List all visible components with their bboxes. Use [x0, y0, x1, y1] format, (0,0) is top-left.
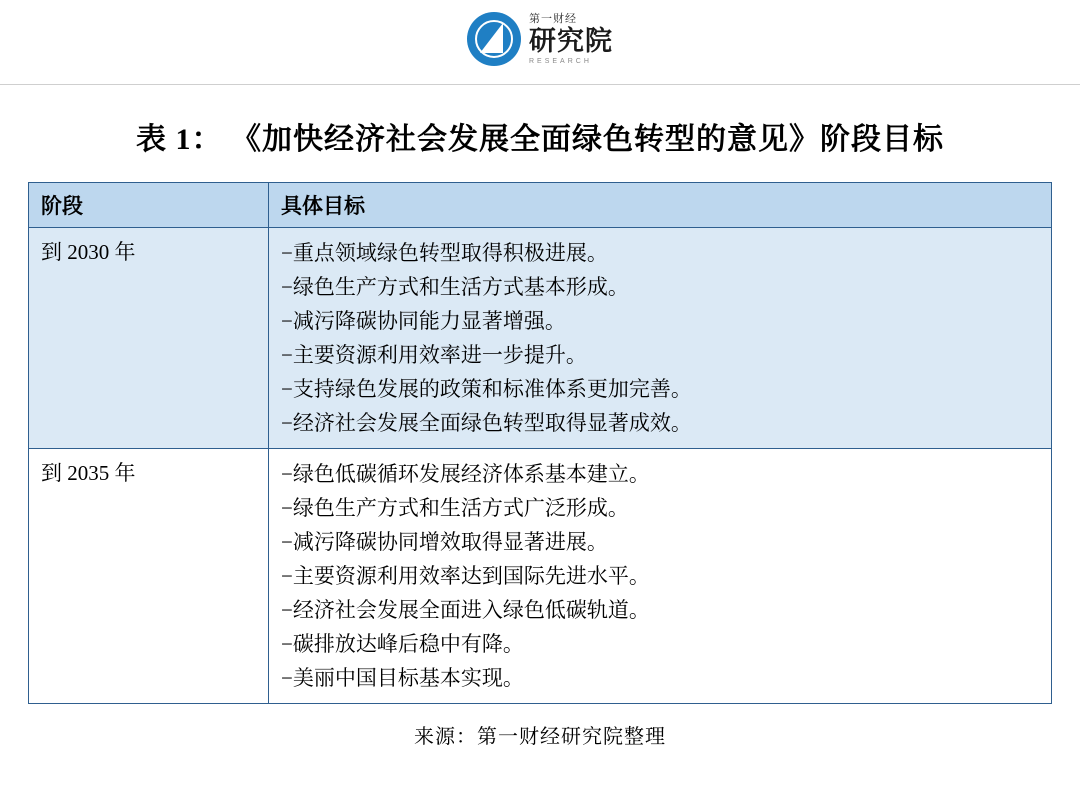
column-header-goals: 具体目标	[269, 183, 1052, 228]
cell-stage: 到 2030 年	[29, 228, 269, 449]
cell-stage: 到 2035 年	[29, 449, 269, 704]
goal-item: −主要资源利用效率进一步提升。	[281, 343, 587, 368]
goal-item: −减污降碳协同能力显著增强。	[281, 309, 566, 334]
brand-logo-text	[529, 14, 613, 65]
table-row	[29, 228, 1052, 449]
table-row	[29, 449, 1052, 704]
goal-item: −绿色低碳循环发展经济体系基本建立。	[281, 462, 650, 487]
source-note: 来源：第一财经研究院整理	[414, 726, 666, 749]
stage-goals-table	[28, 182, 1052, 704]
cell-goals	[269, 449, 1052, 704]
table-container	[28, 182, 1052, 704]
brand-top-text: 第一财经	[529, 12, 577, 25]
goal-item: −主要资源利用效率达到国际先进水平。	[281, 564, 650, 589]
table-header-row	[29, 183, 1052, 228]
column-header-stage: 阶段	[29, 183, 269, 228]
brand-main-text: 研究院	[529, 25, 613, 56]
brand-sub-text: RESEARCH	[529, 57, 592, 65]
goal-item: −经济社会发展全面进入绿色低碳轨道。	[281, 598, 650, 623]
header-divider	[0, 84, 1080, 85]
goal-item: −绿色生产方式和生活方式广泛形成。	[281, 496, 629, 521]
goal-item: −绿色生产方式和生活方式基本形成。	[281, 275, 629, 300]
goal-item: −经济社会发展全面绿色转型取得显著成效。	[281, 411, 692, 436]
goal-item: −减污降碳协同增效取得显著进展。	[281, 530, 608, 555]
page-header	[0, 0, 1080, 78]
goal-item: −碳排放达峰后稳中有降。	[281, 632, 524, 657]
brand-logo	[467, 12, 613, 66]
goal-item: −重点领域绿色转型取得积极进展。	[281, 241, 608, 265]
page-title: 表 1： 《加快经济社会发展全面绿色转型的意见》阶段目标	[136, 123, 944, 156]
cell-goals	[269, 228, 1052, 449]
goal-item: −支持绿色发展的政策和标准体系更加完善。	[281, 377, 692, 402]
yicai-research-logo-icon	[467, 12, 521, 66]
goal-item: −美丽中国目标基本实现。	[281, 666, 524, 691]
